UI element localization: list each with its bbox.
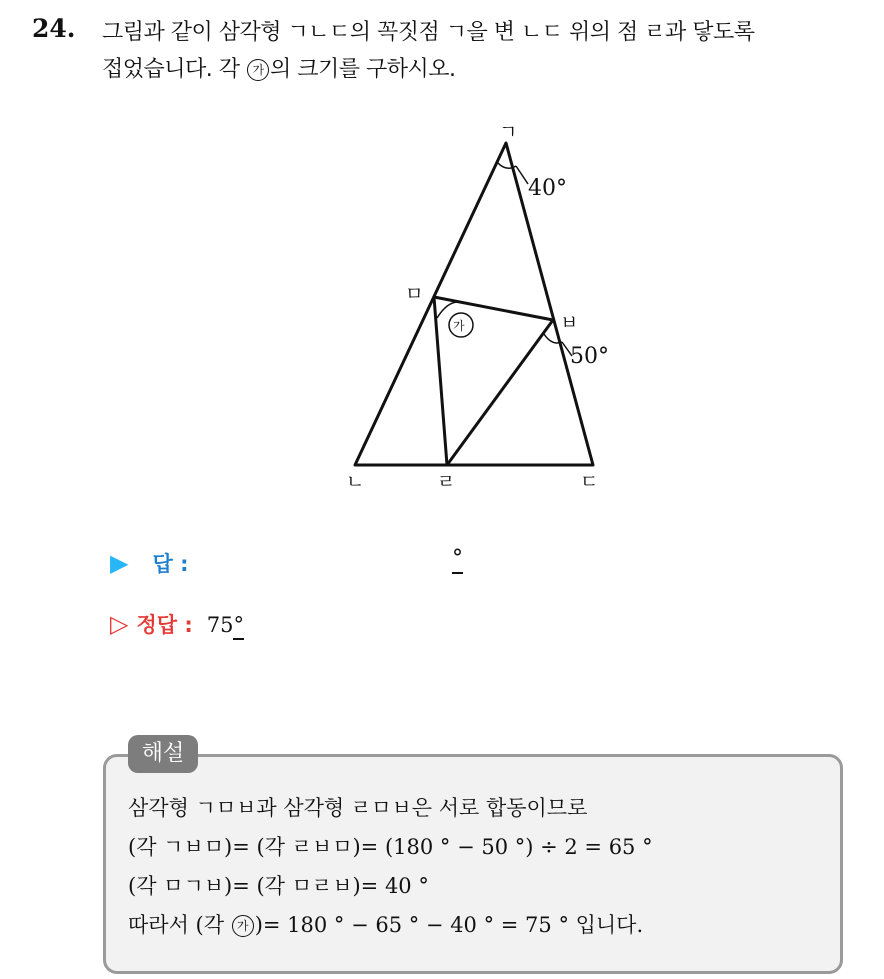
answer-label: 답 : [152,552,189,576]
explanation-box [103,754,843,974]
label-r: ㄹ [437,471,456,493]
angle-arc-unknown [437,302,458,318]
label-d: ㄷ [580,471,599,493]
answer-row [110,548,188,578]
label-b: ㅂ [560,312,579,334]
question-line-2-pre: 접었습니다. 각 [102,57,246,82]
explanation-line-2: (각 ㄱㅂㅁ)= (각 ㄹㅂㅁ)= (180 ° − 50 °) ÷ 2 = 65 ° [128,835,653,859]
correct-marker: ▷ [110,610,129,638]
angle-40-label: 40° [528,176,567,201]
label-m: ㅁ [405,283,424,305]
figure-ga-text: 가 [453,319,465,333]
explanation-line-4-post: )= 180 ° − 65 ° − 40 ° = 75 ° 입니다. [254,913,644,937]
correct-label: 정답 : [136,613,193,637]
segment-b-r [447,320,553,465]
explanation-line-1: 삼각형 ㄱㅁㅂ과 삼각형 ㄹㅁㅂ은 서로 합동이므로 [128,796,588,820]
label-g: ㄱ [499,121,518,143]
correct-answer-row [110,609,244,639]
correct-value: 75 [206,613,234,637]
explanation-tag: 해설 [128,735,198,773]
circled-ga-explanation: 가 [232,915,254,937]
correct-unit: ° [233,613,244,640]
explanation-line-4 [128,909,643,939]
question-line-2-post: 의 크기를 구하시오. [270,57,456,82]
answer-blank[interactable]: ° [452,546,463,574]
answer-marker: ▶ [110,549,129,577]
question-number: 24. [32,14,76,43]
angle-50-label: 50° [570,344,609,369]
circled-ga-symbol: 가 [247,59,269,81]
question-line-1: 그림과 같이 삼각형 ㄱㄴㄷ의 꼭짓점 ㄱ을 변 ㄴㄷ 위의 점 ㄹ과 닿도록 [102,20,755,45]
label-n: ㄴ [346,471,365,493]
segment-m-r [434,297,447,465]
explanation-line-3: (각 ㅁㄱㅂ)= (각 ㅁㄹㅂ)= 40 ° [128,874,429,898]
explanation-line-4-pre: 따라서 (각 [128,913,231,937]
